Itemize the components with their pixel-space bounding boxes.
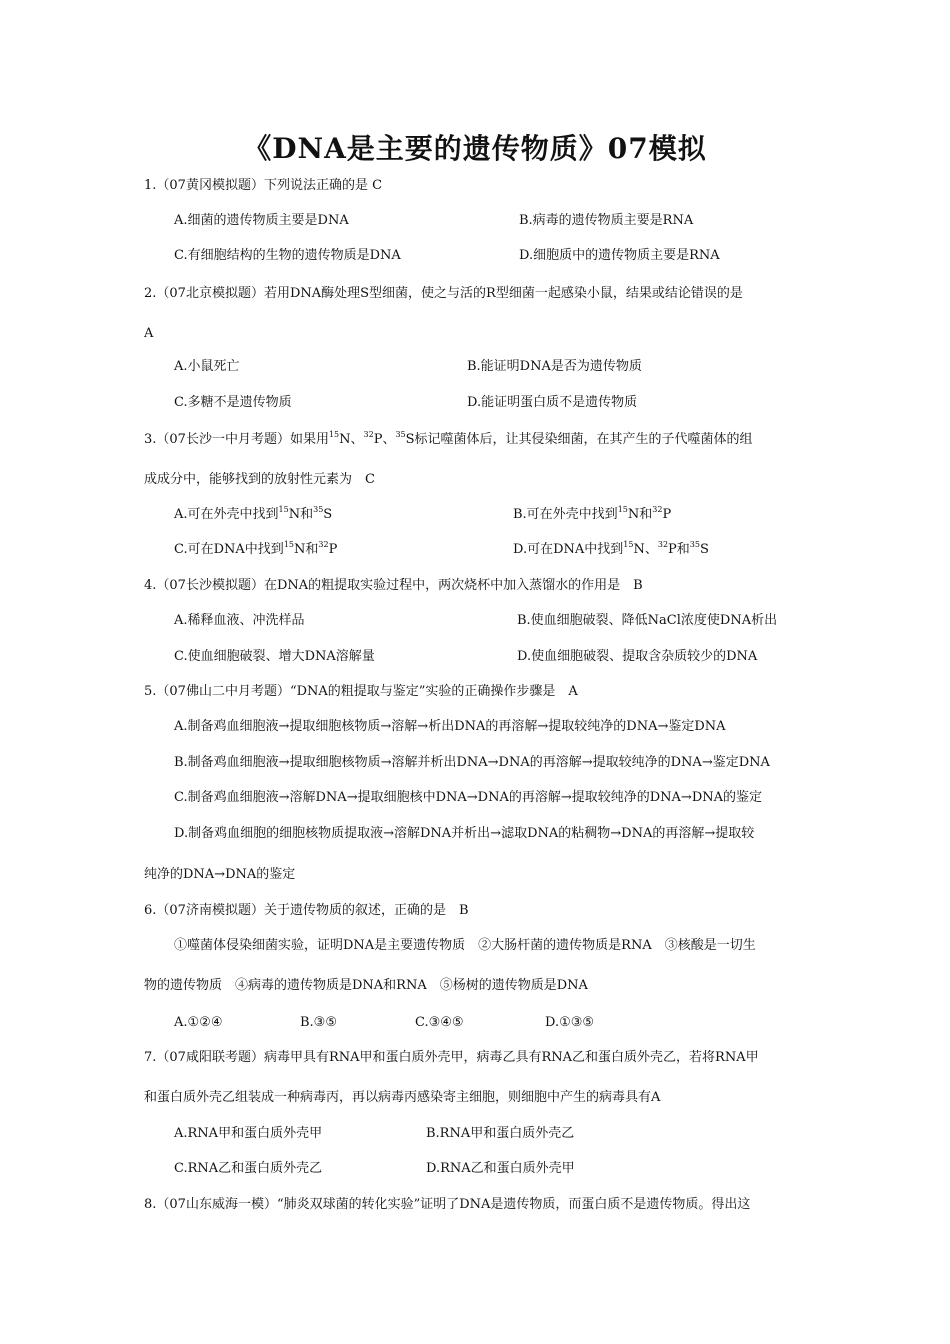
question-7-option-b: B.RNA甲和蛋白质外壳乙 xyxy=(426,1126,575,1141)
question-2-stem: 2.（07北京模拟题）若用DNA酶处理S型细菌，使之与活的R型细菌一起感染小鼠，结果或结论错误的是 xyxy=(144,286,743,301)
question-5-option-d: D.制备鸡血细胞的细胞核物质提取液→溶解DNA并析出→滤取DNA的粘稠物→DNA的再溶解→提取较 xyxy=(174,826,755,841)
question-6-stem: 6.（07济南模拟题）关于遗传物质的叙述，正确的是 B xyxy=(144,903,469,918)
question-6-statements: ①噬菌体侵染细菌实验，证明DNA是主要遗传物质 ②大肠杆菌的遗传物质是RNA ③核酸是一切生 xyxy=(174,938,756,953)
question-3-stem-continued: 成成分中，能够找到的放射性元素为 C xyxy=(144,472,375,487)
page-title: 《DNA是主要的遗传物质》07模拟 xyxy=(243,132,707,165)
question-3-option-c: C.可在DNA中找到$^{15}$N和$^{32}$P xyxy=(174,540,338,557)
question-8-stem: 8.（07山东威海一模）“肺炎双球菌的转化实验”证明了DNA是遗传物质，而蛋白质不是遗传物质。得出这 xyxy=(144,1197,751,1212)
question-6-option-d: D.①③⑤ xyxy=(545,1015,595,1030)
question-2-option-d: D.能证明蛋白质不是遗传物质 xyxy=(467,395,638,410)
question-3-option-a: A.可在外壳中找到$^{15}$N和$^{35}$S xyxy=(174,505,333,522)
question-7-option-c: C.RNA乙和蛋白质外壳乙 xyxy=(174,1161,323,1176)
question-3-option-d: D.可在DNA中找到$^{15}$N、$^{32}$P和$^{35}$S xyxy=(513,540,709,557)
question-7-stem-continued: 和蛋白质外壳乙组装成一种病毒丙，再以病毒丙感染寄主细胞，则细胞中产生的病毒具有A xyxy=(144,1090,661,1105)
question-4-option-a: A.稀释血液、冲洗样品 xyxy=(174,613,305,628)
question-4-option-b: B.使血细胞破裂、降低NaCl浓度使DNA析出 xyxy=(517,613,778,628)
question-6-option-a: A.①②④ xyxy=(174,1015,223,1030)
question-4-option-d: D.使血细胞破裂、提取含杂质较少的DNA xyxy=(517,649,758,664)
question-2-stem-continued: A xyxy=(144,326,154,341)
question-7-option-a: A.RNA甲和蛋白质外壳甲 xyxy=(174,1126,323,1141)
question-6-statements-continued: 物的遗传物质 ④病毒的遗传物质是DNA和RNA ⑤杨树的遗传物质是DNA xyxy=(144,978,588,993)
question-1-option-d: D.细胞质中的遗传物质主要是RNA xyxy=(519,248,720,263)
question-5-option-c: C.制备鸡血细胞液→溶解DNA→提取细胞核中DNA→DNA的再溶解→提取较纯净的DNA→DNA的鉴定 xyxy=(174,790,763,805)
question-1-option-c: C.有细胞结构的生物的遗传物质是DNA xyxy=(174,248,401,263)
question-2-option-b: B.能证明DNA是否为遗传物质 xyxy=(467,359,642,374)
question-1-option-b: B.病毒的遗传物质主要是RNA xyxy=(519,213,694,228)
question-6-option-b: B.③⑤ xyxy=(300,1015,337,1030)
question-2-option-a: A.小鼠死亡 xyxy=(174,359,240,374)
question-1-stem: 1.（07黄冈模拟题）下列说法正确的是 C xyxy=(144,178,383,193)
question-3-stem: 3.（07长沙一中月考题）如果用$^{15}$N、$^{32}$P、$^{35}$S标记噬菌体后，让其侵染细菌，在其产生的子代噬菌体的组 xyxy=(144,430,753,447)
question-7-stem: 7.（07咸阳联考题）病毒甲具有RNA甲和蛋白质外壳甲，病毒乙具有RNA乙和蛋白质外壳乙，若将RNA甲 xyxy=(144,1050,759,1065)
question-1-option-a: A.细菌的遗传物质主要是DNA xyxy=(174,213,349,228)
question-5-option-b: B.制备鸡血细胞液→提取细胞核物质→溶解并析出DNA→DNA的再溶解→提取较纯净的DNA→鉴定DNA xyxy=(174,755,770,770)
question-5-option-a: A.制备鸡血细胞液→提取细胞核物质→溶解→析出DNA的再溶解→提取较纯净的DNA→鉴定DNA xyxy=(174,719,726,734)
question-2-option-c: C.多糖不是遗传物质 xyxy=(174,395,292,410)
question-5-stem: 5.（07佛山二中月考题）“DNA的粗提取与鉴定”实验的正确操作步骤是 A xyxy=(144,684,578,699)
question-4-stem: 4.（07长沙模拟题）在DNA的粗提取实验过程中，两次烧杯中加入蒸馏水的作用是 B xyxy=(144,578,643,593)
question-6-option-c: C.③④⑤ xyxy=(415,1015,464,1030)
question-4-option-c: C.使血细胞破裂、增大DNA溶解量 xyxy=(174,649,375,664)
question-7-option-d: D.RNA乙和蛋白质外壳甲 xyxy=(426,1161,575,1176)
question-5-option-d-continued: 纯净的DNA→DNA的鉴定 xyxy=(144,867,296,882)
question-3-option-b: B.可在外壳中找到$^{15}$N和$^{32}$P xyxy=(513,505,672,522)
